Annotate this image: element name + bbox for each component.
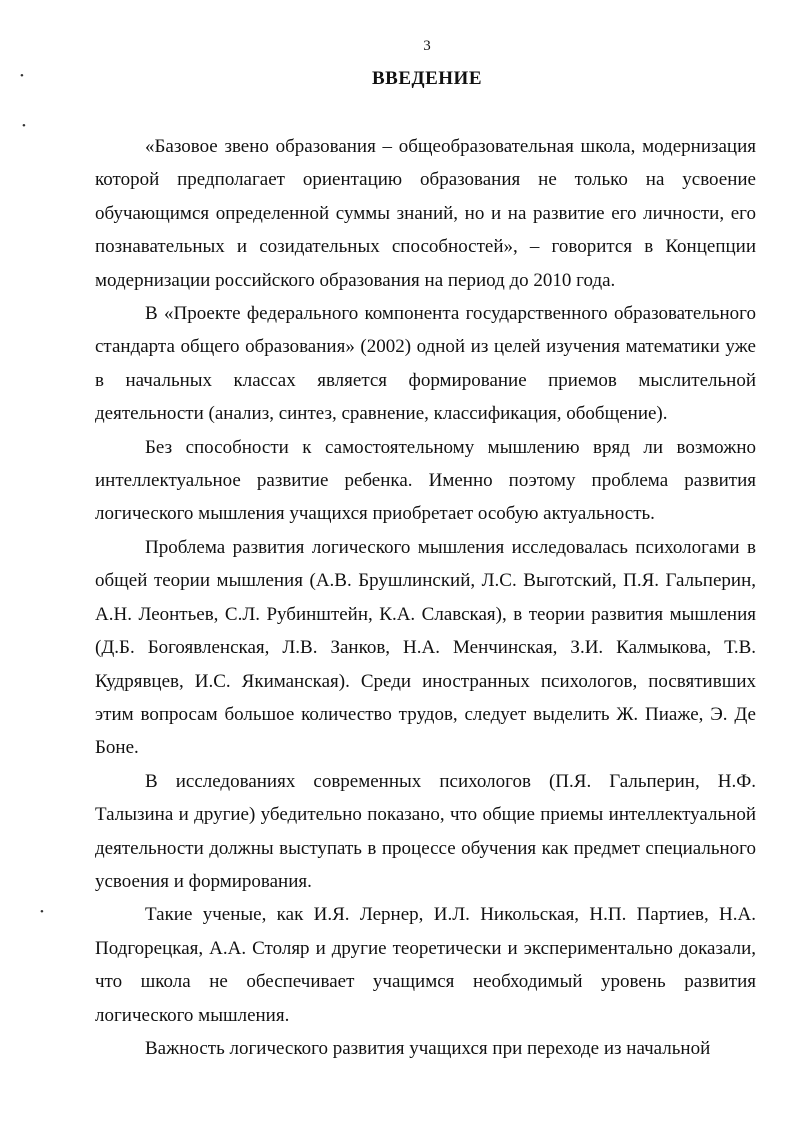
body-text <box>95 130 756 1065</box>
paragraph: В «Проекте федерального компонента государственного образовательного стандарта общего образования» (2002) одной из целей изучения математики уже в начальных классах является формирование приемов мыслительной деятельности (анализ, синтез, сравнение, классификация, обобщение). <box>95 303 756 425</box>
paragraph: Важность логического развития учащихся при переходе из начальной <box>145 1037 711 1059</box>
margin-mark: • <box>20 70 24 82</box>
paragraph: В исследованиях современных психологов (П.Я. Гальперин, Н.Ф. Талызина и другие) убедительно показано, что общие приемы интеллектуальной деятельности должны выступать в процессе обучения как предмет специального усвоения и формирования. <box>95 770 756 892</box>
paragraph: «Базовое звено образования – общеобразовательная школа, модернизация которой предполагает ориентацию образования не только на усвоение обучающимся определенной суммы знаний, но и на развитие его личности, его познавательных и созидательных способностей», – говорится в Концепции модернизации российского образования на период до 2010 года. <box>95 136 756 291</box>
page-title: ВВЕДЕНИЕ <box>372 68 482 89</box>
paragraph: Без способности к самостоятельному мышлению вряд ли возможно интеллектуальное развитие ребенка. Именно поэтому проблема развития логического мышления учащихся приобретает особую актуальность. <box>95 436 756 525</box>
page-number: 3 <box>423 38 431 54</box>
paragraph: Проблема развития логического мышления исследовалась психологами в общей теории мышления (А.В. Брушлинский, Л.С. Выготский, П.Я. Гальперин, А.Н. Леонтьев, С.Л. Рубинштейн, К.А. Славская), в теории развития мышления (Д.Б. Богоявленская, Л.В. Занков, Н.А. Менчинская, З.И. Калмыкова, Т.В. Кудрявцев, И.С. Якиманская). Среди иностранных психологов, посвятивших этим вопросам большое количество трудов, следует выделить Ж. Пиаже, Э. Де Боне. <box>95 536 756 759</box>
margin-mark: • <box>22 120 26 132</box>
margin-mark: • <box>40 906 44 918</box>
paragraph: Такие ученые, как И.Я. Лернер, И.Л. Никольская, Н.П. Партиев, Н.А. Подгорецкая, А.А. Столяр и другие теоретически и экспериментально доказали, что школа не обеспечивает учащимся необходимый уровень развития логического мышления. <box>95 904 756 1026</box>
